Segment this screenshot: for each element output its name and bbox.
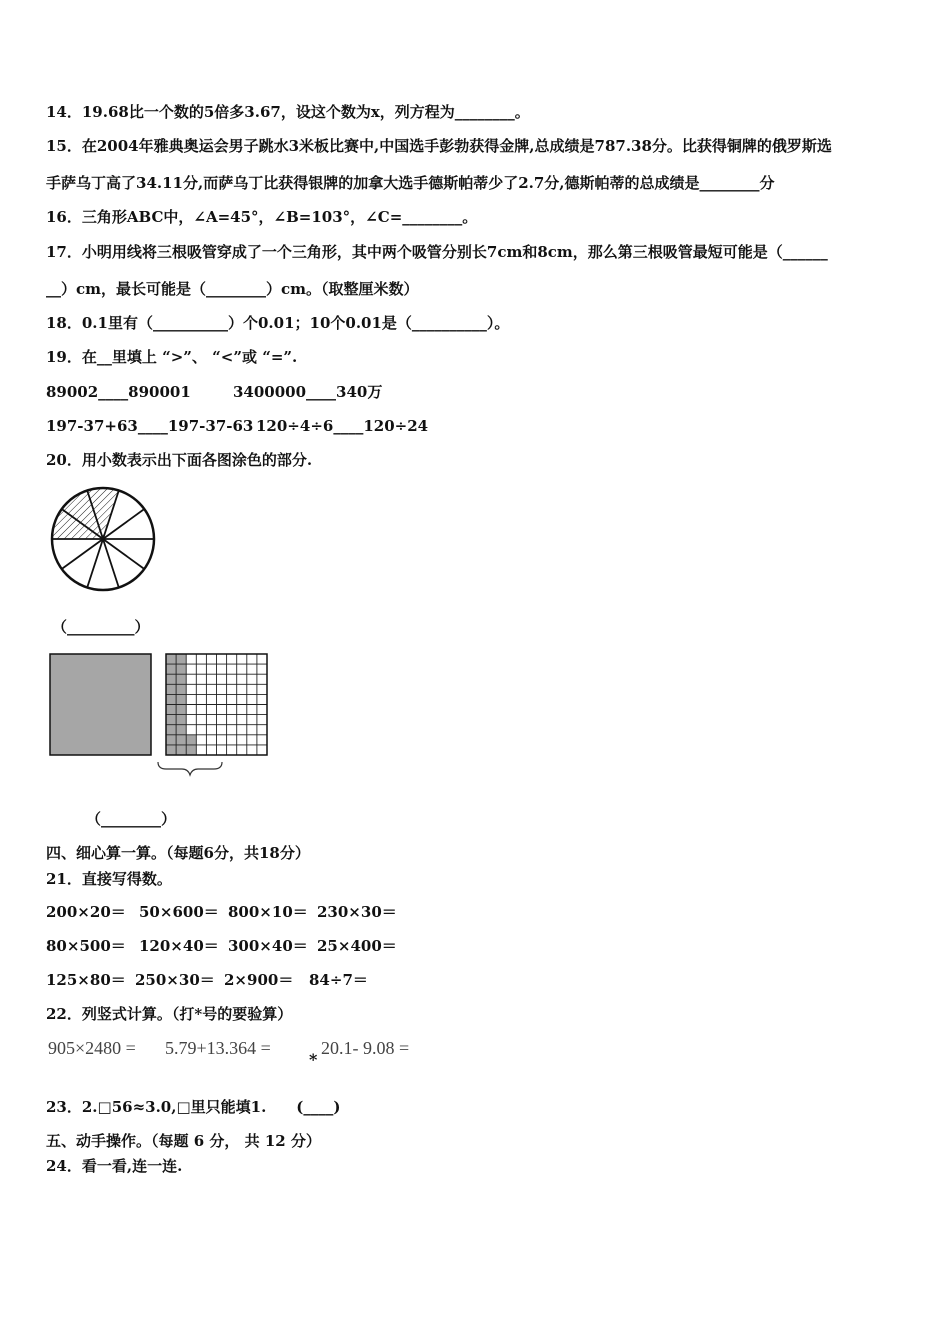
calc-item: 2×900＝ [224, 971, 294, 989]
shaded-circle-figure [48, 484, 158, 594]
shaded-square-grid-figure [46, 650, 276, 780]
calc-item: 250×30＝ [135, 971, 215, 989]
full-shaded-square [50, 654, 151, 755]
question-20: 20．用小数表示出下面各图涂色的部分. [46, 451, 313, 469]
calc-item: 80×500＝ [46, 937, 126, 955]
calc-item: 800×10＝ [228, 903, 308, 921]
calc-item: 50×600＝ [139, 903, 219, 921]
calc-item: 230×30＝ [317, 903, 397, 921]
question-20-answer-blank-2: （________） [86, 810, 177, 828]
vertical-calc-item: 905×2480 = [48, 1038, 136, 1058]
question-19: 19．在__里填上 “>”、 “<”或 “=”. [46, 348, 298, 366]
calc-item: 84÷7＝ [309, 971, 368, 989]
question-20-answer-blank-1: （_________） [52, 618, 150, 636]
question-21: 21．直接写得数。 [46, 870, 172, 888]
section-4-title: 四、细心算一算。（每题6分，共18分） [46, 844, 310, 862]
calc-item: 25×400＝ [317, 937, 397, 955]
calc-item: 125×80＝ [46, 971, 126, 989]
calc-item: 300×40＝ [228, 937, 308, 955]
calc-item: 120×40＝ [139, 937, 219, 955]
brace [158, 762, 222, 775]
question-15-line-2: 手萨乌丁高了34.11分,而萨乌丁比获得银牌的加拿大选手德斯帕蒂少了2.7分,德斯帕蒂的总成绩是________分 [46, 174, 775, 192]
question-19-row-1b: 3400000____340万 [233, 383, 383, 401]
vertical-calc-item: 20.1- 9.08 = [321, 1038, 410, 1058]
question-23: 23．2.□56≈3.0,□里只能填1. (____) [46, 1098, 341, 1116]
check-required-mark: * [309, 1050, 318, 1069]
question-17-line-2: __）cm，最长可能是（________）cm。（取整厘米数） [46, 280, 419, 298]
question-19-row-2a: 197-37+63____197-37-63 [46, 417, 254, 435]
question-22: 22．列竖式计算。（打*号的要验算） [46, 1005, 293, 1023]
question-18: 18．0.1里有（__________）个0.01；10个0.01是（__________）。 [46, 314, 510, 332]
question-15-line-1: 15．在2004年雅典奥运会男子跳水3米板比赛中,中国选手彭勃获得金牌,总成绩是787.38分。比获得铜牌的俄罗斯选 [46, 137, 832, 155]
question-16: 16．三角形ABC中，∠A=45°，∠B=103°，∠C=________。 [46, 208, 478, 226]
vertical-calc-item: 5.79+13.364 = [165, 1038, 271, 1058]
section-5-title: 五、动手操作。（每题 6 分， 共 12 分） [46, 1132, 321, 1150]
calc-item: 200×20＝ [46, 903, 126, 921]
question-24: 24．看一看,连一连. [46, 1157, 183, 1175]
question-19-row-2b: 120÷4÷6____120÷24 [256, 417, 429, 435]
question-14: 14．19.68比一个数的5倍多3.67，设这个数为x，列方程为________。 [46, 103, 530, 121]
question-19-row-1a: 89002____890001 [46, 383, 191, 401]
question-17-line-1: 17．小明用线将三根吸管穿成了一个三角形，其中两个吸管分别长7cm和8cm，那么第三根吸管最短可能是（______ [46, 243, 828, 261]
